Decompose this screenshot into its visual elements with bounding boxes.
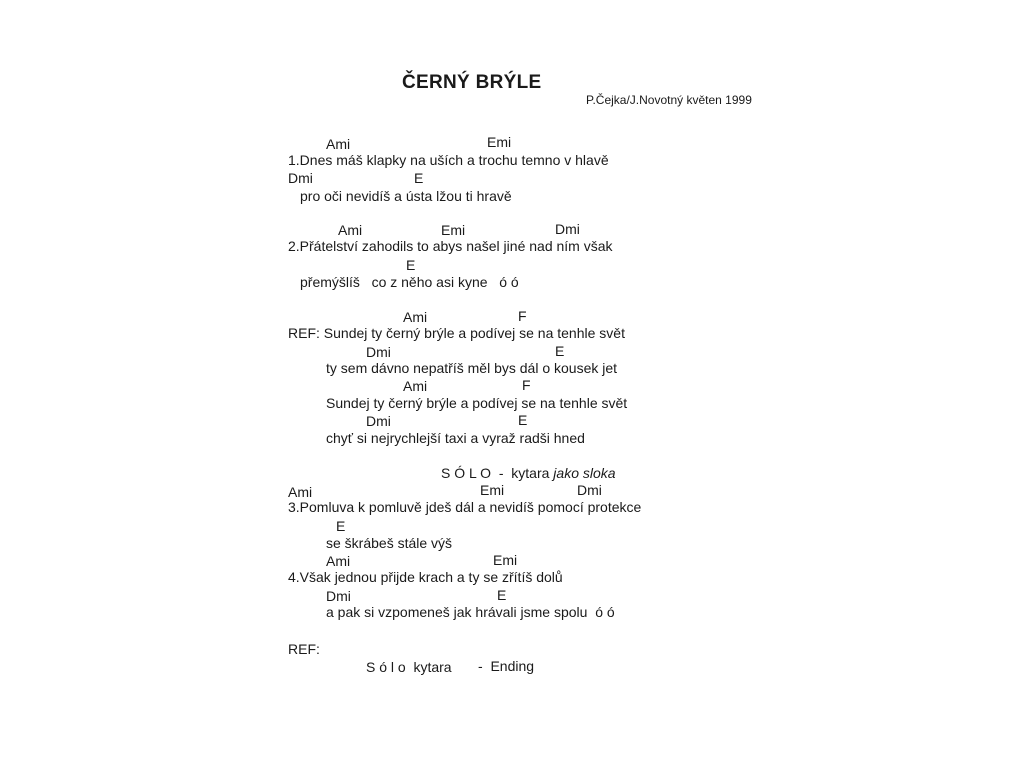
- chord: Dmi: [555, 221, 580, 237]
- chord: E: [414, 170, 424, 186]
- chord: Emi: [441, 222, 466, 238]
- chord: Emi: [493, 552, 518, 568]
- chord: Dmi: [288, 170, 313, 186]
- chord: Emi: [487, 134, 512, 150]
- chord: F: [518, 308, 527, 324]
- chord: Emi: [480, 482, 505, 498]
- chord: Ami: [326, 553, 351, 569]
- solo-note: jako sloka: [553, 465, 616, 481]
- song-title: ČERNÝ BRÝLE: [402, 72, 542, 93]
- lyric-line: REF: Sundej ty černý brýle a podívej se na tenhle svět: [288, 325, 625, 341]
- lyric-line: ty sem dávno nepatříš měl bys dál o kousek jet: [326, 360, 618, 376]
- chord: E: [336, 518, 346, 534]
- lyric-line: 2.Přátelství zahodils to abys našel jiné nad ním však: [288, 238, 613, 254]
- lyric-line: chyť si nejrychlejší taxi a vyraž radši hned: [326, 430, 585, 446]
- chord: Ami: [338, 222, 363, 238]
- solo-label: S Ó L O - kytara: [441, 465, 550, 481]
- chord: Dmi: [366, 413, 391, 429]
- lyric-line: a pak si vzpomeneš jak hrávali jsme spolu ó ó: [326, 604, 615, 620]
- chord: Ami: [403, 378, 428, 394]
- lyric-line: Sundej ty černý brýle a podívej se na tenhle svět: [326, 395, 628, 411]
- solo-ending-label: S ó l o kytara: [366, 659, 452, 675]
- lyric-line: 4.Však jednou přijde krach a ty se zřítíš dolů: [288, 569, 563, 585]
- chord: Dmi: [366, 344, 391, 360]
- chord: Ami: [288, 484, 313, 500]
- lyric-line: 1.Dnes máš klapky na uších a trochu temno v hlavě: [288, 152, 609, 168]
- solo-instruction: [441, 465, 616, 481]
- chord: Ami: [403, 309, 428, 325]
- song-credit: P.Čejka/J.Novotný květen 1999: [586, 93, 752, 107]
- chord: E: [406, 257, 416, 273]
- chord: Ami: [326, 136, 351, 152]
- chord: Dmi: [577, 482, 602, 498]
- lyric-line: se škrábeš stále výš: [326, 535, 453, 551]
- chord: F: [522, 377, 531, 393]
- ending-label: - Ending: [478, 658, 535, 674]
- chord: E: [497, 587, 507, 603]
- lyric-line: pro oči nevidíš a ústa lžou ti hravě: [300, 188, 512, 204]
- chord: Dmi: [326, 588, 351, 604]
- refrain-marker: REF:: [288, 641, 320, 657]
- chord: E: [518, 412, 528, 428]
- lyric-line: přemýšlíš co z něho asi kyne ó ó: [300, 274, 519, 290]
- chord: E: [555, 343, 565, 359]
- lyric-line: 3.Pomluva k pomluvě jdeš dál a nevidíš pomocí protekce: [288, 499, 642, 515]
